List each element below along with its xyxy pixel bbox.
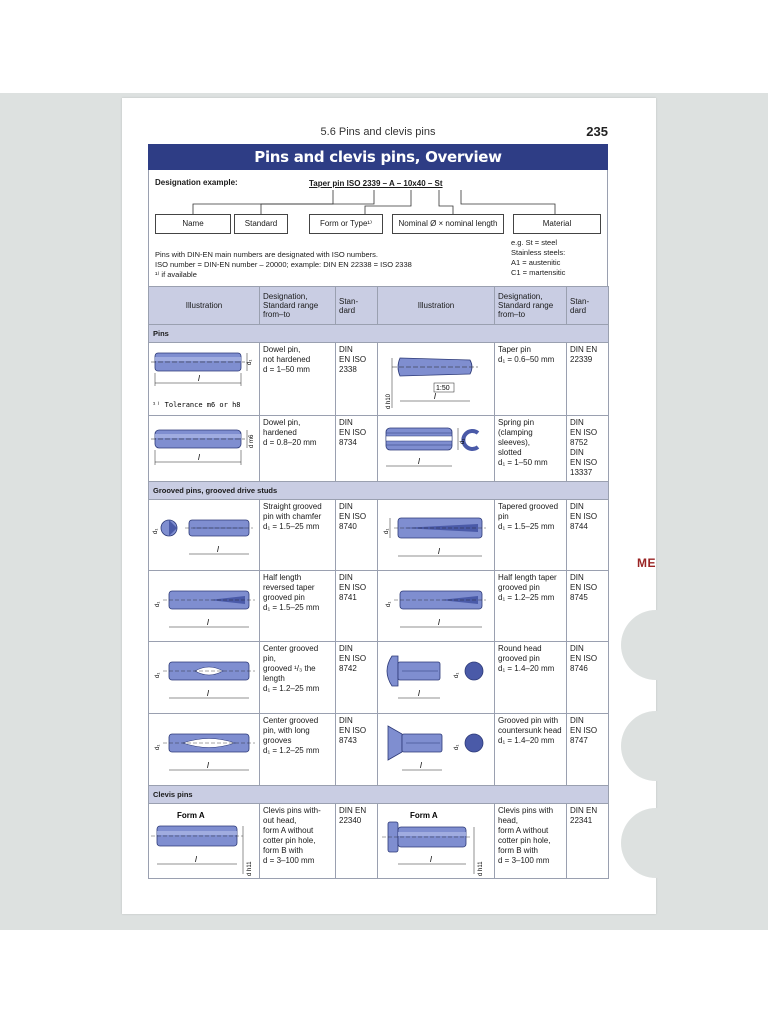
thumb-index-notch xyxy=(621,610,691,680)
diameter-label: d₁ xyxy=(386,601,392,607)
half-taper-illustration xyxy=(378,571,495,642)
dowel-pin-hardened-drawing xyxy=(149,416,259,480)
thumb-index-notch xyxy=(621,711,691,781)
section-title: 5.6 Pins and clevis pins xyxy=(320,126,436,138)
countersunk-illustration xyxy=(378,714,495,786)
form-label: Form A xyxy=(177,811,205,820)
material-examples: e.g. St = steel Stainless steels: A1 = austenitic C1 = martensitic xyxy=(511,238,566,277)
nominal-box: Nominal Ø × nominal length xyxy=(392,214,504,234)
designation-example: Taper pin ISO 2339 – A – 10x40 – St xyxy=(309,179,443,188)
length-label: l xyxy=(207,618,209,627)
row-description: Spring pin (clamping sleeves), slotted d₁ = 1–50 mm xyxy=(495,416,567,482)
pins-overview-table xyxy=(148,286,609,879)
clevis-head-drawing xyxy=(378,804,494,878)
clevis-no-head-drawing xyxy=(149,804,259,878)
tolerance-note: ¹⁾ Tolerance m6 or h8 xyxy=(152,401,241,409)
side-tab-label: ME xyxy=(637,556,656,570)
row-description: Clevis pins with head, form A without cotter pin hole, form B with d = 3–100 mm xyxy=(495,804,567,879)
diameter-label: d₁ xyxy=(153,528,159,534)
thumb-index-notch xyxy=(621,808,691,878)
header-designation: Designation, Standard range from–to xyxy=(495,287,567,325)
row-standard: DIN EN ISO 8743 xyxy=(336,714,378,786)
straight-grooved-illustration xyxy=(149,500,260,571)
section-clevis: Clevis pins xyxy=(149,786,609,804)
center-long-illustration xyxy=(149,714,260,786)
round-head-illustration xyxy=(378,642,495,714)
length-label: l xyxy=(438,618,440,627)
row-standard: DIN EN ISO 8747 xyxy=(567,714,609,786)
row-standard: DIN EN ISO 8746 xyxy=(567,642,609,714)
header-standard: Stan-dard xyxy=(567,287,609,325)
half-reversed-drawing xyxy=(149,571,259,641)
table-row xyxy=(149,500,609,571)
page-content xyxy=(148,120,608,879)
row-description: Dowel pin, not hardened d = 1–50 mm xyxy=(260,343,336,416)
spring-pin-illustration xyxy=(378,416,495,482)
row-description: Grooved pin with countersunk head d₁ = 1.4–20 mm xyxy=(495,714,567,786)
table-row xyxy=(149,571,609,642)
taper-pin-drawing xyxy=(378,343,494,415)
row-description: Taper pin d₁ = 0.6–50 mm xyxy=(495,343,567,416)
diameter-label: d₁ xyxy=(155,601,161,607)
tapered-grooved-drawing xyxy=(378,500,494,570)
table-row xyxy=(149,714,609,786)
dowel-pin-illustration xyxy=(149,343,260,416)
length-label: l xyxy=(420,761,422,770)
spring-pin-drawing xyxy=(378,416,494,480)
clevis-head-illustration xyxy=(378,804,495,879)
row-description: Clevis pins with- out head, form A without cotter pin hole, form B with d = 3–100 mm xyxy=(260,804,336,879)
row-standard: DIN EN 22341 xyxy=(567,804,609,879)
row-standard: DIN EN ISO 8734 xyxy=(336,416,378,482)
clevis-no-head-illustration xyxy=(149,804,260,879)
table-row xyxy=(149,642,609,714)
half-reversed-illustration xyxy=(149,571,260,642)
row-description: Straight grooved pin with chamfer d₁ = 1.5–25 mm xyxy=(260,500,336,571)
length-label: l xyxy=(207,761,209,770)
row-standard: DIN EN ISO 8744 xyxy=(567,500,609,571)
diameter-label: d₁ xyxy=(384,528,390,534)
round-head-drawing xyxy=(378,642,494,712)
page-title: Pins and clevis pins, Overview xyxy=(148,144,608,170)
diameter-label: d₁ xyxy=(454,672,460,678)
row-description: Dowel pin, hardened d = 0.8–20 mm xyxy=(260,416,336,482)
dowel-pin-hardened-illustration xyxy=(149,416,260,482)
diameter-label: d₁ xyxy=(155,672,161,678)
row-standard: DIN EN ISO 8741 xyxy=(336,571,378,642)
section-grooved: Grooved pins, grooved drive studs xyxy=(149,482,609,500)
straight-grooved-drawing xyxy=(149,500,259,570)
designation-note: Pins with DIN-EN main numbers are designated with ISO numbers. ISO number = DIN-EN number – 20000; example: DIN EN 22338 = ISO 2338 ¹⁾ if available xyxy=(155,250,412,279)
diameter-label: d₁ xyxy=(155,744,161,750)
row-standard: DIN EN ISO 8752 DIN EN ISO 13337 xyxy=(567,416,609,482)
section-row xyxy=(149,325,609,343)
header-standard: Stan-dard xyxy=(336,287,378,325)
table-row xyxy=(149,416,609,482)
diameter-label: d h11 xyxy=(478,861,484,876)
section-row xyxy=(149,786,609,804)
designation-example-block xyxy=(148,170,608,286)
length-label: l xyxy=(198,374,200,383)
center-long-drawing xyxy=(149,714,259,784)
diameter-label: d₁ xyxy=(247,359,253,365)
designation-label: Designation example: xyxy=(155,178,238,187)
length-label: l xyxy=(195,855,197,864)
length-label: l xyxy=(434,392,436,401)
section-pins: Pins xyxy=(149,325,609,343)
center-third-illustration xyxy=(149,642,260,714)
dowel-pin-drawing xyxy=(149,343,259,415)
row-description: Round head grooved pin d₁ = 1.4–20 mm xyxy=(495,642,567,714)
length-label: l xyxy=(430,855,432,864)
tapered-grooved-illustration xyxy=(378,500,495,571)
row-standard: DIN EN 22339 xyxy=(567,343,609,416)
row-standard: DIN EN ISO 8745 xyxy=(567,571,609,642)
taper-pin-illustration xyxy=(378,343,495,416)
material-box: Material xyxy=(513,214,601,234)
header-illustration: Illustration xyxy=(378,287,495,325)
length-label: l xyxy=(438,547,440,556)
diameter-label: d h11 xyxy=(247,861,253,876)
page-number: 235 xyxy=(586,124,608,139)
length-label: l xyxy=(198,453,200,462)
section-row xyxy=(149,482,609,500)
length-label: l xyxy=(207,689,209,698)
row-description: Center grooved pin, grooved ¹/₃ the length d₁ = 1.2–25 mm xyxy=(260,642,336,714)
form-label: Form A xyxy=(410,811,438,820)
row-standard: DIN EN ISO 8740 xyxy=(336,500,378,571)
length-label: l xyxy=(217,545,219,554)
diameter-label: d₁ xyxy=(454,744,460,750)
form-box: Form or Type¹⁾ xyxy=(309,214,383,234)
running-head xyxy=(148,120,608,144)
row-description: Half length reversed taper grooved pin d₁ = 1.5–25 mm xyxy=(260,571,336,642)
table-row xyxy=(149,343,609,416)
countersunk-drawing xyxy=(378,714,494,784)
half-taper-drawing xyxy=(378,571,494,641)
header-illustration: Illustration xyxy=(149,287,260,325)
diameter-label: d₁ xyxy=(460,438,466,444)
row-standard: DIN EN ISO 8742 xyxy=(336,642,378,714)
name-box: Name xyxy=(155,214,231,234)
table-header-row xyxy=(149,287,609,325)
row-description: Half length taper grooved pin d₁ = 1.2–25 mm xyxy=(495,571,567,642)
taper-ratio: 1:50 xyxy=(436,385,450,392)
header-designation: Designation, Standard range from–to xyxy=(260,287,336,325)
diameter-label: d m6 xyxy=(249,434,255,448)
standard-box: Standard xyxy=(234,214,288,234)
row-standard: DIN EN 22340 xyxy=(336,804,378,879)
row-standard: DIN EN ISO 2338 xyxy=(336,343,378,416)
table-row xyxy=(149,804,609,879)
length-label: l xyxy=(418,457,420,466)
diameter-label: d h10 xyxy=(386,393,392,409)
center-third-drawing xyxy=(149,642,259,712)
row-description: Center grooved pin, with long grooves d₁ = 1.2–25 mm xyxy=(260,714,336,786)
row-description: Tapered grooved pin d₁ = 1.5–25 mm xyxy=(495,500,567,571)
length-label: l xyxy=(418,689,420,698)
